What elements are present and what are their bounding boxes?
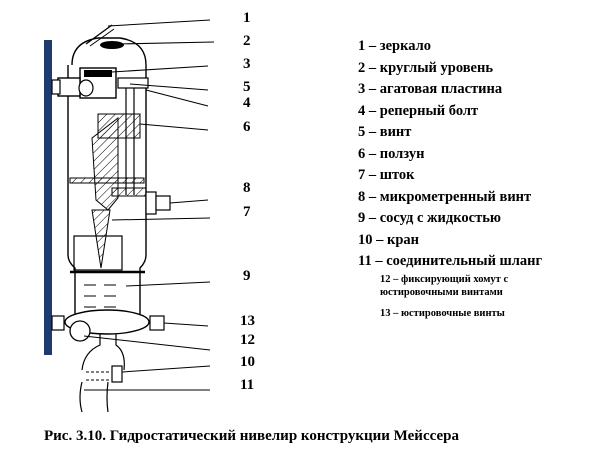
callout-number: 10: [240, 354, 255, 370]
callout-number: 7: [243, 204, 251, 220]
reper-bolt: [118, 78, 148, 88]
legend: [358, 36, 603, 320]
legend-item: 3 – агатовая пластина: [358, 81, 503, 97]
connecting-hose: [80, 382, 82, 412]
micrometer-screw: [146, 192, 156, 214]
callout-number: 8: [243, 180, 251, 196]
mirror: [86, 25, 112, 44]
adjusting-screw-left: [52, 316, 64, 330]
legend-item: 8 – микрометренный винт: [358, 188, 532, 205]
legend-item: 5 – винт: [358, 124, 412, 140]
callout-number: 1: [243, 10, 251, 26]
legend-item: 4 – реперный болт: [358, 102, 479, 119]
legend-item: 7 – шток: [358, 167, 415, 183]
legend-item-small: 12 – фиксирующий хомут с: [380, 273, 509, 285]
round-level: [100, 41, 124, 49]
callout-number: 12: [240, 332, 255, 348]
legend-item: 2 – круглый уровень: [358, 59, 494, 76]
legend-item: 11 – соединительный шланг: [358, 253, 543, 269]
legend-item: 1 – зеркало: [358, 38, 431, 54]
agate-plate: [84, 70, 112, 77]
callout-number: 9: [243, 268, 251, 284]
callout-number: 11: [240, 377, 255, 393]
legend-item: 10 – кран: [358, 231, 420, 248]
legend-item-small: 13 – юстировочные винты: [380, 307, 505, 319]
callout-number: 3: [243, 56, 251, 72]
valve: [112, 366, 122, 382]
legend-item: 9 – сосуд с жидкостью: [358, 210, 501, 226]
adjusting-screw-right: [150, 316, 164, 330]
legend-item-small: юстировочными винтами: [380, 286, 503, 298]
legend-item: 6 – ползун: [358, 145, 425, 162]
mounting-rail: [44, 40, 52, 355]
callout-number: 13: [240, 313, 255, 329]
callout-number: 2: [243, 33, 251, 49]
figure-caption: Рис. 3.10. Гидростатический нивелир конструкции Мейссера: [44, 428, 459, 444]
reference-spike: [92, 210, 110, 268]
callout-numbers: [240, 10, 255, 393]
callout-number: 4: [243, 95, 251, 111]
left-screw: [58, 78, 80, 96]
callout-number: 5: [243, 79, 251, 95]
callout-number: 6: [243, 119, 251, 135]
